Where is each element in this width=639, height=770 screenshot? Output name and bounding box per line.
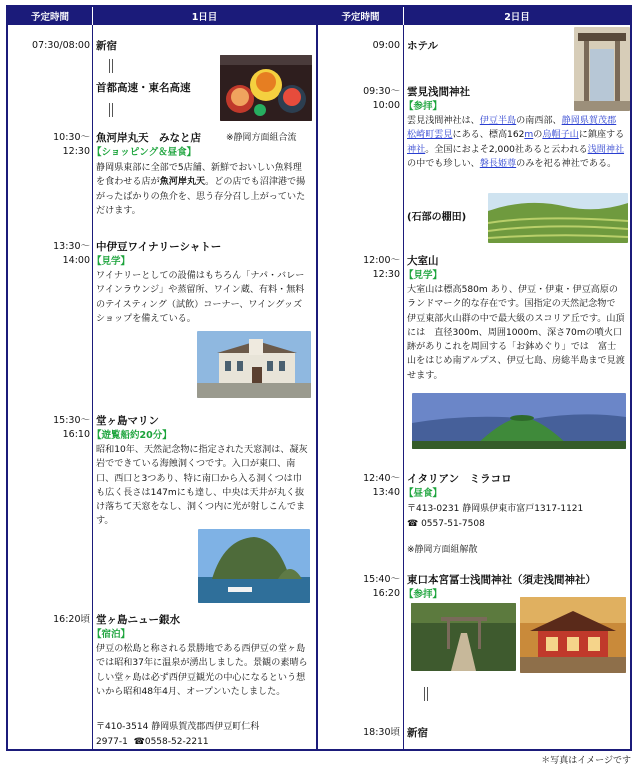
rice-terrace-caption: (石部の棚田): [407, 212, 467, 223]
d2-e6-time: 18:30頃: [363, 727, 400, 738]
d1-e1-time: 07:30/08:00: [32, 40, 90, 51]
d2-e5-title: 東口本宮冨士浅間神社（須走浅間神社）: [407, 574, 596, 586]
d2-e3-title: 大室山: [407, 255, 439, 267]
itinerary-table: [6, 5, 632, 751]
d2-e1-title: ホテル: [407, 40, 438, 52]
phone-icon: ☎: [133, 737, 145, 747]
link-meter[interactable]: m: [524, 130, 534, 141]
d2-e5-tag: 【参拝】: [404, 589, 443, 600]
d2-e2-time-end: 10:00: [372, 100, 400, 111]
link-sengen-shrine[interactable]: 浅間神社: [587, 144, 625, 155]
time-header-right: 予定時間: [318, 7, 403, 25]
photo-footnote: ＊写真はイメージです: [541, 756, 631, 766]
d1-e4-title: 堂ヶ島マリン: [96, 415, 159, 427]
d1-e3-time-end: 14:00: [62, 255, 90, 266]
d2-e4-tag: 【昼食】: [404, 488, 443, 499]
phone-icon: ☎: [407, 519, 422, 529]
link-eboshiyama[interactable]: 烏帽子山: [542, 130, 579, 141]
column-divider: [403, 25, 404, 749]
shrine-hall-photo: [520, 597, 626, 673]
d1-e4-time-end: 16:10: [62, 429, 90, 440]
d2-e5-time-start: 15:40～: [363, 574, 400, 585]
shrine-gate-photo: [574, 27, 630, 111]
d1-e2-title: 魚河岸丸天 みなと店: [96, 132, 201, 144]
winery-photo: [197, 331, 311, 398]
d1-e2-time-end: 12:30: [62, 146, 90, 157]
d1-e2-note: ※静岡方面組合流: [226, 133, 297, 143]
d1-e2-tag: 【ショッピング＆昼食】: [92, 147, 197, 158]
d2-e4-address: 〒413-0231 静岡県伊東市富戸1317-1121: [407, 504, 584, 514]
rice-terrace-photo: [488, 193, 628, 243]
d1-e3-tag: 【見学】: [92, 256, 131, 267]
day1-header: 1日目: [93, 7, 316, 25]
route-connector: [424, 687, 428, 701]
d1-e5-address: 〒410-3514 静岡県賀茂郡西伊豆町仁科: [96, 722, 260, 732]
d2-e4-time-start: 12:40～: [363, 473, 400, 484]
d2-e3-body: 大室山は標高580m あり、伊豆・伊東・伊豆高原のランドマーク的な存在です。国指定の天然記念物で 伊豆東部火山群の中で最大級のスコリア丘です。山頂には 直径300m、周囲1000m、深さ70mの噴火口跡がありこれを周回する「お鉢めぐり」では 富士山をはじめ南アルプス、伊豆七島、房総半島まで見渡せます。: [407, 285, 625, 381]
time-header-left: 予定時間: [8, 7, 92, 25]
d1-route: 首都高速・東名高速: [96, 82, 191, 94]
dogashima-photo: [198, 529, 310, 603]
d2-e4-phone-line: ☎ 0557-51-7508: [407, 519, 485, 529]
d2-e3-tag: 【見学】: [404, 270, 443, 281]
d2-e2-tag: 【参拝】: [404, 101, 443, 112]
d2-e6-title: 新宿: [407, 727, 428, 739]
d1-e5-title: 堂ヶ島ニュー銀水: [96, 614, 180, 626]
omuroyama-photo: [412, 393, 626, 449]
route-connector: [109, 103, 113, 117]
d2-e1-time: 09:00: [372, 40, 400, 51]
d2-e5-time-end: 16:20: [372, 588, 400, 599]
d2-e2-title: 雲見浅間神社: [407, 86, 470, 98]
d2-e2-body: 雲見浅間神社は、伊豆半島の南西部、静岡県賀茂郡松崎町雲見にある、標高162mの烏帽子山に鎮座する神社。全国におよそ2,000社あると云われる浅間神社の中でも珍しい、磐長姫尊のみを祀る神社である。: [407, 116, 625, 169]
d1-e3-body: ワイナリーとしての設備はもちろん「ナパ・バレーワインラウンジ」や蒸留所、ワイン蔵、有料・無料のテイスティング（試飲）コーナー、ワイングッズショップを備えている。: [96, 271, 305, 324]
d1-e5-address2: 2977-1 ☎0558-52-2211: [96, 737, 209, 747]
day2-header: 2日目: [404, 7, 630, 25]
d1-e5-time: 16:20頃: [53, 614, 90, 625]
d1-e5-tag: 【宿泊】: [92, 629, 131, 640]
route-connector: [109, 59, 113, 73]
d1-e1-title: 新宿: [96, 40, 117, 52]
d1-e4-time-start: 15:30～: [53, 415, 90, 426]
d1-e5-body: 伊豆の松島と称される景勝地である西伊豆の堂ヶ島では昭和37年に温泉が湧出しました。景観の素晴らしい堂ヶ島は必ず西伊豆観光の中心になるという想いから昭和48年4月、オープンいたしました。: [96, 644, 308, 697]
d1-e4-body: 昭和10年、天然記念物に指定された天窓洞は、凝灰岩でできている海蝕洞くつです。入口が東口、南口、西口と3つあり、特に南口から入る洞くつは巾も広く長さは147mにも達し、中央は天井が丸く抜け落ちて天窓をなし、洞くつ内に光が射しこんでます。: [96, 445, 308, 527]
d1-e3-title: 中伊豆ワイナリーシャトー: [96, 241, 222, 253]
d1-e4-tag: 【遊覧船約20分】: [92, 430, 172, 441]
d1-e2-body: 静岡県東部に全部で5店舗、新鮮でおいしい魚料理を食わせる店が魚河岸丸天。どの店でも沼津港で揚がったばかりの魚介を、思う存分召し上がっていただけます。: [96, 163, 306, 216]
d2-e4-title: イタリアン ミラコロ: [407, 473, 512, 485]
link-iwanaga-hime[interactable]: 磐長姫尊: [479, 158, 517, 169]
d1-e3-time-start: 13:30～: [53, 241, 90, 252]
d2-e4-note: ※静岡方面組解散: [407, 545, 478, 555]
seafood-bowl-photo: [220, 55, 312, 121]
torii-path-photo: [411, 603, 516, 671]
link-kumomi[interactable]: 静岡県賀茂郡松崎町雲見: [407, 116, 617, 141]
d2-e4-time-end: 13:40: [372, 487, 400, 498]
d2-e3-time-start: 12:00～: [363, 255, 400, 266]
day-divider: [316, 7, 318, 749]
link-shrine[interactable]: 神社: [407, 144, 426, 155]
d2-e2-time-start: 09:30～: [363, 86, 400, 97]
link-izu-peninsula[interactable]: 伊豆半島: [479, 116, 517, 126]
d1-e2-time-start: 10:30～: [53, 132, 90, 143]
d2-e3-time-end: 12:30: [372, 269, 400, 280]
